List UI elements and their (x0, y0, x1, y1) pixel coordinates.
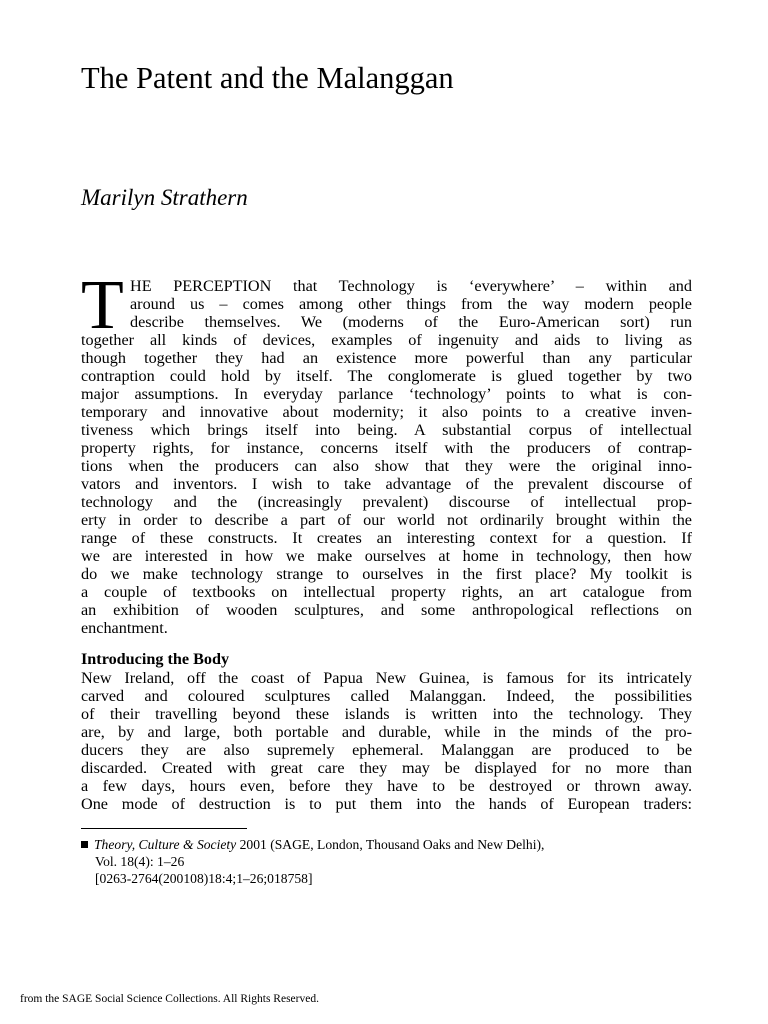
text-line: contraption could hold by itself. The conglomerate is glued together by two (81, 367, 692, 385)
footnote-citation (81, 836, 544, 853)
text-line: around us – comes among other things from the way modern people (130, 295, 692, 313)
text-line: range of these constructs. It creates an interesting context for a question. If (81, 529, 692, 547)
footnote-volume: Vol. 18(4): 1–26 (95, 854, 185, 869)
text-line: carved and coloured sculptures called Malanggan. Indeed, the possibilities (81, 687, 692, 705)
text-line: a few days, hours even, before they have to be destroyed or thrown away. (81, 777, 692, 795)
text-line: together all kinds of devices, examples of ingenuity and aids to living as (81, 331, 692, 349)
citation-details: 2001 (SAGE, London, Thousand Oaks and New Delhi), (236, 837, 545, 852)
article-title: The Patent and the Malanggan (81, 61, 454, 95)
text-line: are, by and large, both portable and durable, while in the minds of the pro- (81, 723, 692, 741)
text-line: One mode of destruction is to put them into the hands of European traders: (81, 795, 692, 813)
text-line: ducers they are also supremely ephemeral. Malanggan are produced to be (81, 741, 692, 759)
author-name: Marilyn Strathern (81, 185, 248, 210)
section-paragraph (81, 669, 692, 813)
footnote-divider (81, 828, 247, 829)
text-line: of their travelling beyond these islands is written into the technology. They (81, 705, 692, 723)
text-line: though together they had an existence more powerful than any particular (81, 349, 692, 367)
text-line: HE PERCEPTION that Technology is ‘everywhere’ – within and (130, 277, 692, 295)
text-line: discarded. Created with great care they may be displayed for no more than (81, 759, 692, 777)
text-line: New Ireland, off the coast of Papua New Guinea, is famous for its intricately (81, 669, 692, 687)
text-line: tiveness which brings itself into being. A substantial corpus of intellectual (81, 421, 692, 439)
drop-cap: T (81, 267, 124, 344)
footnote (81, 836, 544, 887)
text-line: erty in order to describe a part of our world not ordinarily brought within the (81, 511, 692, 529)
journal-name: Theory, Culture & Society (94, 837, 237, 852)
text-line: tions when the producers can also show that they were the original inno- (81, 457, 692, 475)
text-line: property rights, for instance, concerns itself with the producers of contrap- (81, 439, 692, 457)
text-line: temporary and innovative about modernity; it also points to a creative inven- (81, 403, 692, 421)
footnote-identifier: [0263-2764(200108)18:4;1–26;018758] (95, 871, 313, 886)
copyright-notice: from the SAGE Social Science Collections. All Rights Reserved. (20, 993, 319, 1005)
text-line: an exhibition of wooden sculptures, and some anthropological reflections on (81, 601, 692, 619)
text-line: a couple of textbooks on intellectual property rights, an art catalogue from (81, 583, 692, 601)
opening-paragraph (81, 267, 692, 637)
text-line: do we make technology strange to ourselves in the first place? My toolkit is (81, 565, 692, 583)
text-line: enchantment. (81, 619, 168, 637)
text-line: technology and the (increasingly prevalent) discourse of intellectual prop- (81, 493, 692, 511)
text-line: describe themselves. We (moderns of the Euro-American sort) run (130, 313, 692, 331)
section-heading: Introducing the Body (81, 650, 230, 668)
text-line: vators and inventors. I wish to take advantage of the prevalent discourse of (81, 475, 692, 493)
square-bullet-icon (81, 841, 88, 848)
text-line: major assumptions. In everyday parlance ‘technology’ points to what is con- (81, 385, 692, 403)
text-line: we are interested in how we make ourselves at home in technology, then how (81, 547, 692, 565)
